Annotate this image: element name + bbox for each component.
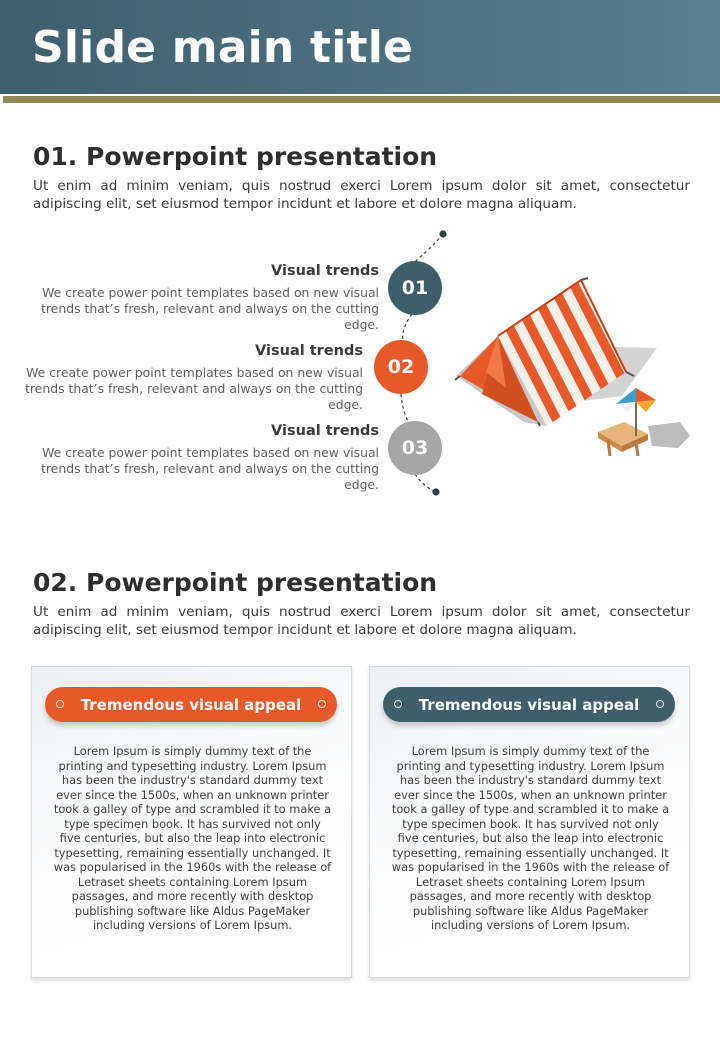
- feature-card-1-title: Tremendous visual appeal: [80, 695, 302, 714]
- pill-dot-icon: [394, 700, 402, 708]
- title-underline-bar: [3, 96, 720, 103]
- pill-dot-icon: [318, 700, 326, 708]
- feature-card-1-header: [45, 687, 337, 722]
- timeline-step-1-number: 01: [401, 277, 429, 299]
- feature-card-2-title: Tremendous visual appeal: [418, 695, 640, 714]
- timeline-item-2-text: We create power point templates based on new visual trends that’s fresh, relevant and always on the cutting edge.: [25, 365, 363, 412]
- camping-tent-icon: [452, 276, 692, 466]
- feature-card-1: [31, 666, 352, 978]
- timeline-step-3-number: 03: [401, 437, 429, 459]
- feature-card-1-text: Lorem Ipsum is simply dummy text of the printing and typesetting industry. Lorem Ipsum has been the industry's standard dummy text ever since the 1500s, when an unknown printer took a galley of type and scrambled it to make a type specimen book. It has survived not only five centuries, but also the leap into electronic typesetting, remaining essentially unchanged. It was popularised in the 1960s with the release of Letraset sheets containing Lorem Ipsum passages, and more recently with desktop publishing software like Aldus PageMaker including versions of Lorem Ipsum.: [53, 744, 332, 932]
- feature-card-2-text: Lorem Ipsum is simply dummy text of the printing and typesetting industry. Lorem Ipsum has been the industry's standard dummy text ever since the 1500s, when an unknown printer took a galley of type and scrambled it to make a type specimen book. It has survived not only five centuries, but also the leap into electronic typesetting, remaining essentially unchanged. It was popularised in the 1960s with the release of Letraset sheets containing Lorem Ipsum passages, and more recently with desktop publishing software like Aldus PageMaker including versions of Lorem Ipsum.: [391, 744, 670, 932]
- section-1-body: Ut enim ad minim veniam, quis nostrud exerci Lorem ipsum dolor sit amet, consectetur adipiscing elit, set eiusmod tempor incidunt et labore et dolore magna aliquam.: [33, 178, 690, 212]
- slide-title: Slide main title: [32, 22, 414, 73]
- title-banner: [0, 0, 720, 94]
- section-2-body: Ut enim ad minim veniam, quis nostrud exerci Lorem ipsum dolor sit amet, consectetur adipiscing elit, set eiusmod tempor incidunt et labore et dolore magna aliquam.: [33, 604, 690, 638]
- timeline-item-3-text: We create power point templates based on new visual trends that’s fresh, relevant and always on the cutting edge.: [41, 445, 379, 492]
- timeline-step-2-number: 02: [387, 356, 415, 378]
- pill-dot-icon: [656, 700, 664, 708]
- timeline-item-2-title: Visual trends: [255, 343, 363, 359]
- pill-dot-icon: [56, 700, 64, 708]
- section-1-title: 01. Powerpoint presentation: [33, 142, 438, 171]
- feature-card-2: [369, 666, 690, 978]
- section-2-title: 02. Powerpoint presentation: [33, 568, 438, 597]
- feature-card-2-header: [383, 687, 675, 722]
- timeline-item-3-title: Visual trends: [271, 423, 379, 439]
- timeline-item-1-text: We create power point templates based on new visual trends that’s fresh, relevant and always on the cutting edge.: [41, 285, 379, 332]
- timeline-step-3-circle: [388, 421, 442, 475]
- timeline-step-1-circle: [388, 261, 442, 315]
- timeline-step-2-circle: [374, 340, 428, 394]
- timeline-item-1-title: Visual trends: [271, 263, 379, 279]
